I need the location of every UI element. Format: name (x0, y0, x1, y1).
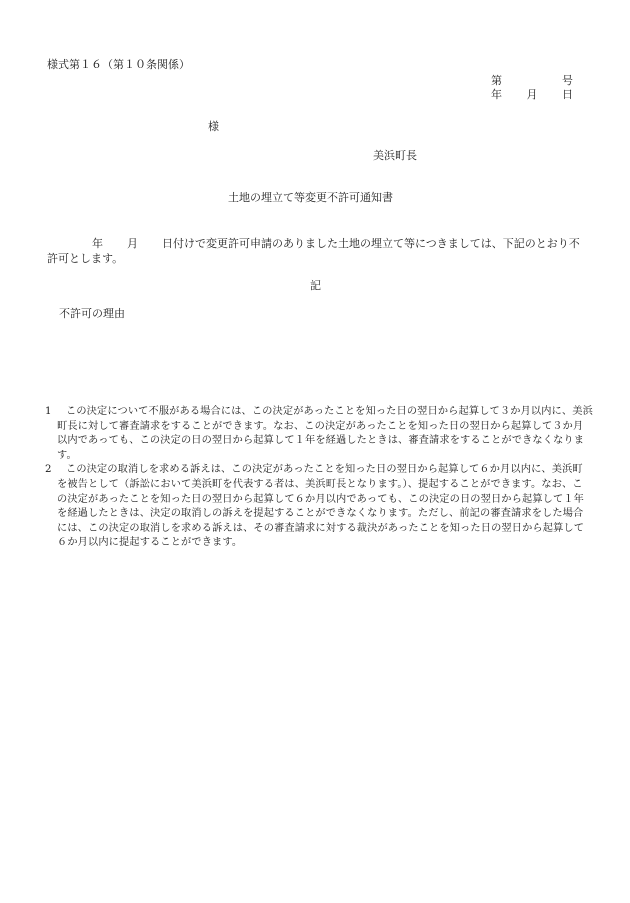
body-month-label: 月 (127, 237, 138, 250)
note-text: この決定の取消しを求める訴えは、この決定があったことを知った日の翌日から起算して６か月以内に、美浜町を被告として（訴訟において美浜町を代表する者は、美浜町長となります。）、提起することができます。なお、この決定があったことを知った日の翌日から起算して６か月以内であっても、この決定の日の翌日から起算して１年を経過したときは、決定の取消しの訴えを提起することができなくなります。ただし、前記の審査請求をした場合には、この決定の取消しを求める訴えは、その審査請求に対する裁決があったことを知った日の翌日から起算して６か月以内に提起することができます。 (57, 464, 585, 549)
note-item (45, 463, 593, 551)
note-number: 2 (45, 464, 52, 476)
note-number: 1 (45, 406, 52, 417)
body-paragraph (47, 236, 587, 266)
form-number: 様式第１６（第１０条関係） (47, 58, 190, 71)
ki-label: 記 (310, 279, 321, 292)
date-day-label: 日 (562, 88, 573, 101)
notes-section (45, 405, 593, 551)
document-number (491, 74, 573, 88)
issuer: 美浜町長 (373, 149, 417, 162)
note-text: この決定について不服がある場合には、この決定があったことを知った日の翌日から起算して３か月以内に、美浜町長に対して審査請求をすることができます。なお、この決定があったことを知った日の翌日から起算して３か月以内であっても、この決定の日の翌日から起算して１年を経過したときは、審査請求をすることができなくなります。 (57, 406, 593, 461)
document-date (491, 88, 573, 102)
doc-number-suffix: 号 (562, 74, 573, 87)
note-item (45, 405, 593, 463)
addressee-suffix: 様 (208, 120, 219, 133)
reason-label: 不許可の理由 (59, 307, 125, 320)
doc-number-prefix: 第 (491, 74, 502, 87)
body-text: 日付けで変更許可申請のありました土地の埋立て等につきましては、下記のとおり不許可とします。 (47, 237, 580, 265)
body-year-label: 年 (92, 237, 103, 250)
document-title: 土地の埋立て等変更不許可通知書 (228, 191, 393, 204)
date-month-label: 月 (526, 88, 538, 101)
date-year-label: 年 (491, 88, 502, 101)
